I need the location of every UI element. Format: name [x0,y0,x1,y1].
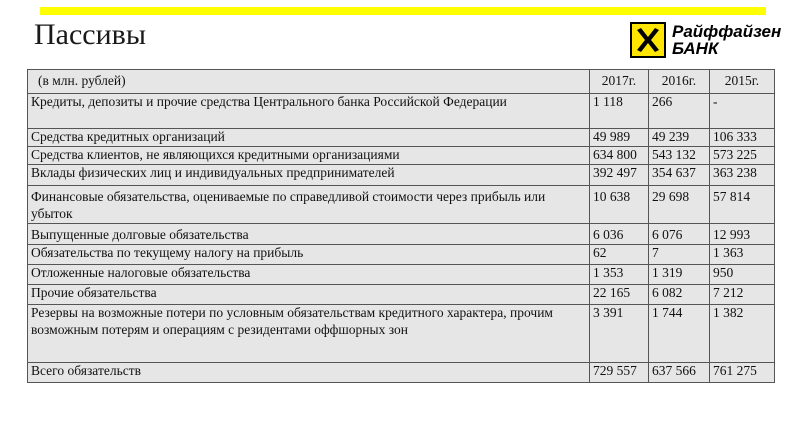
table-row [28,245,775,265]
table-row [28,165,775,186]
row-value-2015: 12 993 [710,224,775,245]
table-row [28,129,775,147]
row-label: Прочие обязательства [28,285,590,305]
header-2016: 2016г. [649,70,710,94]
liabilities-table [27,69,775,383]
row-value-2016: 29 698 [649,186,710,224]
row-value-2016: 1 744 [649,305,710,363]
row-value-2017: 6 036 [590,224,649,245]
row-value-2017: 22 165 [590,285,649,305]
row-value-2015: 7 212 [710,285,775,305]
row-value-2015: 363 238 [710,165,775,186]
row-value-2017: 1 353 [590,265,649,285]
header-2015: 2015г. [710,70,775,94]
row-value-2017: 1 118 [590,94,649,129]
row-label: Отложенные налоговые обязательства [28,265,590,285]
table-row [28,285,775,305]
header-accent-bar [40,7,766,15]
row-value-2015: 1 382 [710,305,775,363]
brand-line1: Райффайзен [672,22,782,41]
header-units: (в млн. рублей) [28,70,590,94]
row-value-2015: 1 363 [710,245,775,265]
row-value-2015: 573 225 [710,147,775,165]
row-value-2017: 10 638 [590,186,649,224]
row-value-2016: 543 132 [649,147,710,165]
row-value-2016: 6 076 [649,224,710,245]
crossed-horses-icon [633,25,663,55]
row-value-2016: 354 637 [649,165,710,186]
row-label: Выпущенные долговые обязательства [28,224,590,245]
row-value-2017: 634 800 [590,147,649,165]
table-header-row [28,70,775,94]
row-label: Средства клиентов, не являющихся кредитными организациями [28,147,590,165]
row-value-2015: 57 814 [710,186,775,224]
row-label: Вклады физических лиц и индивидуальных предпринимателей [28,165,590,186]
table-row [28,305,775,363]
table-row [28,186,775,224]
row-label: Резервы на возможные потери по условным обязательствам кредитного характера, прочим возможным потерям и операциям с резидентами оффшорных зон [28,305,590,363]
row-label: Кредиты, депозиты и прочие средства Центрального банка Российской Федерации [28,94,590,129]
row-value-2016: 266 [649,94,710,129]
row-label: Обязательства по текущему налогу на прибыль [28,245,590,265]
row-label: Финансовые обязательства, оцениваемые по справедливой стоимости через прибыль или убыток [28,186,590,224]
table-row-total [28,363,775,383]
raiffeisen-logo-icon [630,22,666,58]
row-value-2017: 392 497 [590,165,649,186]
table-row [28,224,775,245]
row-value-2017: 3 391 [590,305,649,363]
row-value-2016: 49 239 [649,129,710,147]
row-value-2016: 637 566 [649,363,710,383]
row-value-2016: 1 319 [649,265,710,285]
table-row [28,94,775,129]
row-value-2015: 106 333 [710,129,775,147]
brand-line2: БАНК [672,39,719,58]
table-row [28,147,775,165]
row-value-2016: 7 [649,245,710,265]
row-value-2015: 950 [710,265,775,285]
row-value-2016: 6 082 [649,285,710,305]
row-label: Средства кредитных организаций [28,129,590,147]
table-row [28,265,775,285]
row-value-2015: - [710,94,775,129]
header-2017: 2017г. [590,70,649,94]
page-title: Пассивы [34,18,146,51]
row-value-2017: 62 [590,245,649,265]
row-label: Всего обязательств [28,363,590,383]
brand-logo [630,20,781,60]
row-value-2015: 761 275 [710,363,775,383]
brand-name [672,23,781,57]
row-value-2017: 729 557 [590,363,649,383]
row-value-2017: 49 989 [590,129,649,147]
